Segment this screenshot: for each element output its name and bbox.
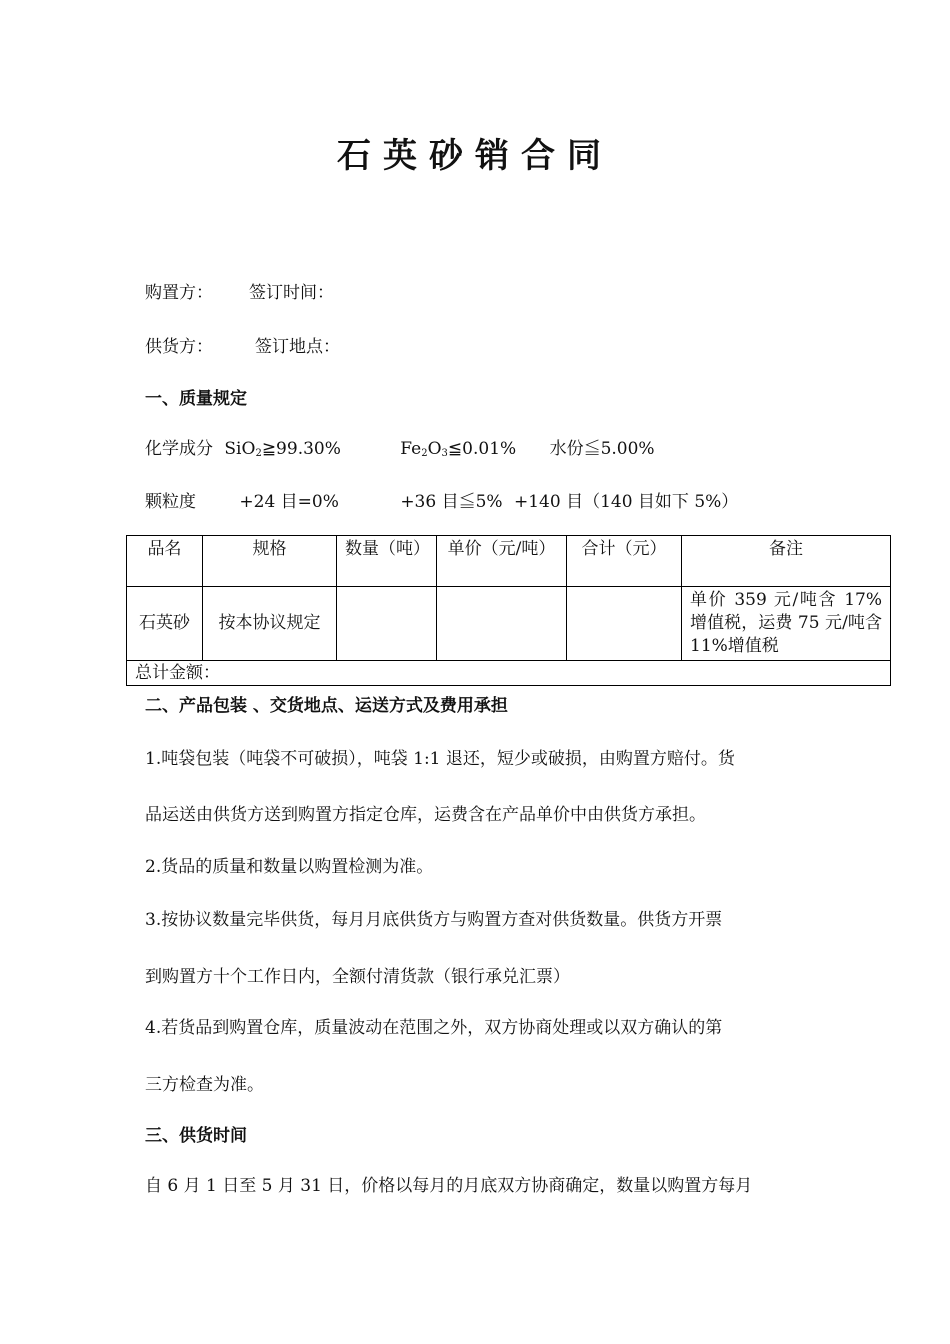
section2-p1b: 品运送由供货方送到购置方指定仓库，运费含在产品单价中由供货方承担。 — [145, 805, 706, 825]
cell-total — [567, 587, 682, 661]
supplier-line — [145, 332, 340, 357]
section2-p4a: 4.若货品到购置仓库，质量波动在范围之外，双方协商处理或以双方确认的第 — [145, 1018, 723, 1038]
water-content: 水份≦5.00% — [549, 439, 655, 459]
section2-p3a: 3.按协议数量完毕供货，每月月底供货方与购置方查对供货数量。供货方开票 — [145, 910, 723, 930]
fe2o3-formula: $Fe_2O_3≦0.01\%$ — [400, 439, 517, 459]
section2-heading: 二、产品包装 、交货地点、运送方式及费用承担 — [145, 696, 508, 716]
sio2-formula: SiO$_2$≧99.30% — [224, 439, 341, 459]
section3-heading: 三、供货时间 — [145, 1126, 247, 1146]
grain-24: +24 目=0% — [239, 492, 339, 512]
cell-name: 石英砂 — [127, 587, 203, 661]
product-table — [126, 535, 891, 686]
header-note: 备注 — [682, 536, 891, 587]
table-header-row — [127, 536, 891, 587]
supplier-label: 供货方： — [145, 337, 213, 357]
grain-36: +36 目≦5% — [400, 492, 503, 512]
table-row — [127, 587, 891, 661]
chemical-composition-line — [145, 434, 655, 459]
header-name: 品名 — [127, 536, 203, 587]
total-amount-label: 总计金额： — [127, 661, 891, 686]
header-spec: 规格 — [203, 536, 337, 587]
cell-price — [437, 587, 567, 661]
section1-heading: 一、质量规定 — [145, 389, 247, 409]
table-total-row — [127, 661, 891, 686]
section2-p2: 2.货品的质量和数量以购置检测为准。 — [145, 857, 434, 877]
document-title: 石英砂销合同 — [337, 136, 613, 176]
chem-label: 化学成分 — [145, 439, 213, 459]
section3-p1: 自 6 月 1 日至 5 月 31 日，价格以每月的月底双方协商确定，数量以购置方每月 — [145, 1176, 753, 1196]
section2-p1a: 1.吨袋包装（吨袋不可破损），吨袋 1:1 退还，短少或破损，由购置方赔付。货 — [145, 749, 735, 769]
grain-size-line — [145, 487, 738, 512]
sign-place-label: 签订地点： — [255, 337, 340, 357]
sign-time-label: 签订时间： — [249, 283, 334, 303]
grain-140: +140 目（140 目如下 5%） — [513, 492, 739, 512]
section2-p3b: 到购置方十个工作日内，全额付清货款（银行承兑汇票） — [145, 967, 570, 987]
buyer-label: 购置方： — [145, 283, 213, 303]
header-total: 合计（元） — [567, 536, 682, 587]
cell-qty — [337, 587, 437, 661]
buyer-line — [145, 278, 334, 303]
header-price: 单价（元/吨） — [437, 536, 567, 587]
header-qty: 数量（吨） — [337, 536, 437, 587]
grain-label: 颗粒度 — [145, 492, 196, 512]
section2-p4b: 三方检查为准。 — [145, 1075, 264, 1095]
cell-spec: 按本协议规定 — [203, 587, 337, 661]
cell-note: 单价 359 元/吨含 17%增值税，运费 75 元/吨含 11%增值税 — [682, 587, 891, 661]
